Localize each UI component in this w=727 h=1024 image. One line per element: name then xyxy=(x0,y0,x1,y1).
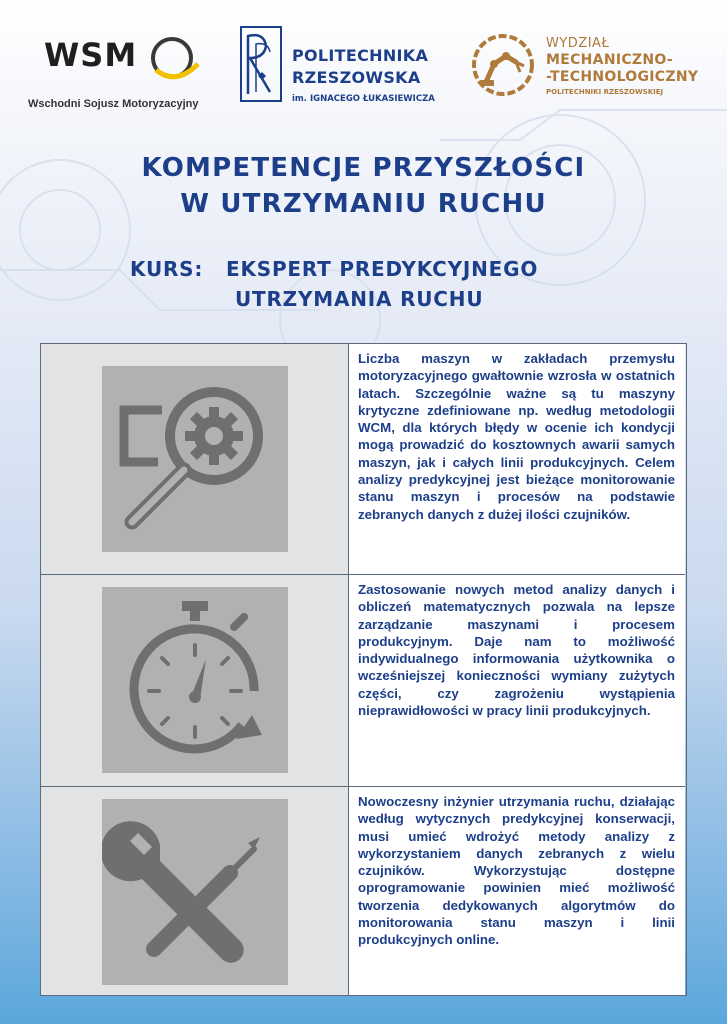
wydzial-name-line2: MECHANICZNO- xyxy=(546,52,673,68)
wydzial-name-line3: -TECHNOLOGICZNY xyxy=(546,69,699,85)
section-icon-box-3 xyxy=(102,799,288,985)
stopwatch-icon xyxy=(102,587,288,773)
politechnika-name-line2: RZESZOWSKA xyxy=(292,68,421,87)
section-image-cell-1 xyxy=(41,344,349,574)
section-icon-box-2 xyxy=(102,587,288,773)
section-image-cell-3 xyxy=(41,787,349,995)
page-title xyxy=(0,150,727,222)
politechnika-name-line3: im. IGNACEGO ŁUKASIEWICZA xyxy=(292,94,435,104)
section-text-1: Liczba maszyn w zakładach przemysłu motoryzacyjnego gwałtownie wzrosła w ostatnich latach. Szczególnie ważne są tu maszyny krytyczne zdefiniowane np. według metodologii WCM, dla których błędy w ocenie ich kondycji mogą prowadzić do kosztownych awarii samych maszyn, jak i całych linii produkcyjnych. Celem analizy predykcyjnej jest bieżące monitorowanie stanu maszyn i procesów na podstawie zebranych danych z dużej ilości czujników. xyxy=(358,351,675,522)
section-text-3: Nowoczesny inżynier utrzymania ruchu, działając według wytycznych predykcyjnej konserwacji, musi umieć wdrożyć metody analizy z wykorzystaniem danych zebranych z wielu czujników. Wykorzystując dostępne oprogramowanie powinien mieć możliwość tworzenia dedykowanych algorytmów do monitorowania stanu maszyn i linii produkcyjnych online. xyxy=(358,794,675,948)
wsm-logo xyxy=(28,32,218,112)
section-text-2: Zastosowanie nowych metod analizy danych i obliczeń matematycznych pozwala na lepsze zarządzanie maszynami i procesem produkcyjnym. Daje nam to możliwość indywidualnego informowania użytkownika o wcześniejszej konieczności wymiany zużytych części, czy zagrożeniu wystąpienia nieprawidłowości w pracy linii produkcyjnych. xyxy=(358,582,675,719)
section-image-cell-2 xyxy=(41,575,349,786)
section-row-1 xyxy=(41,344,685,575)
wydzial-logo xyxy=(470,32,720,112)
wsm-ring-icon xyxy=(146,34,202,86)
wsm-logo-mark: WSM xyxy=(44,36,138,74)
page-title-line1: KOMPETENCJE PRZYSZŁOŚCI xyxy=(141,153,586,183)
logo-bar xyxy=(0,22,727,112)
wrench-screwdriver-icon xyxy=(102,799,288,985)
section-text-cell-2 xyxy=(349,575,685,786)
section-icon-box-1 xyxy=(102,366,288,552)
course-heading xyxy=(130,254,538,314)
politechnika-name-line1: POLITECHNIKA xyxy=(292,46,429,65)
content-table xyxy=(40,343,687,996)
section-row-3 xyxy=(41,787,685,995)
course-name-line2: UTRZYMANIA RUCHU xyxy=(235,287,484,311)
robot-arm-gear-icon xyxy=(470,32,536,98)
page-title-line2: W UTRZYMANIU RUCHU xyxy=(180,189,547,219)
section-text-cell-1 xyxy=(349,344,685,574)
wydzial-name-line4: POLITECHNIKI RZESZOWSKIEJ xyxy=(546,88,664,96)
wydzial-name-line1: WYDZIAŁ xyxy=(546,36,610,51)
course-name-line1: EKSPERT PREDYKCYJNEGO xyxy=(226,257,539,281)
course-label: KURS: xyxy=(130,257,204,281)
politechnika-logo xyxy=(240,26,450,110)
section-row-2 xyxy=(41,575,685,787)
magnifier-gear-icon xyxy=(102,366,288,552)
section-text-cell-3 xyxy=(349,787,685,995)
wsm-logo-caption: Wschodni Sojusz Motoryzacyjny xyxy=(28,98,199,110)
politechnika-emblem-icon xyxy=(240,26,282,102)
